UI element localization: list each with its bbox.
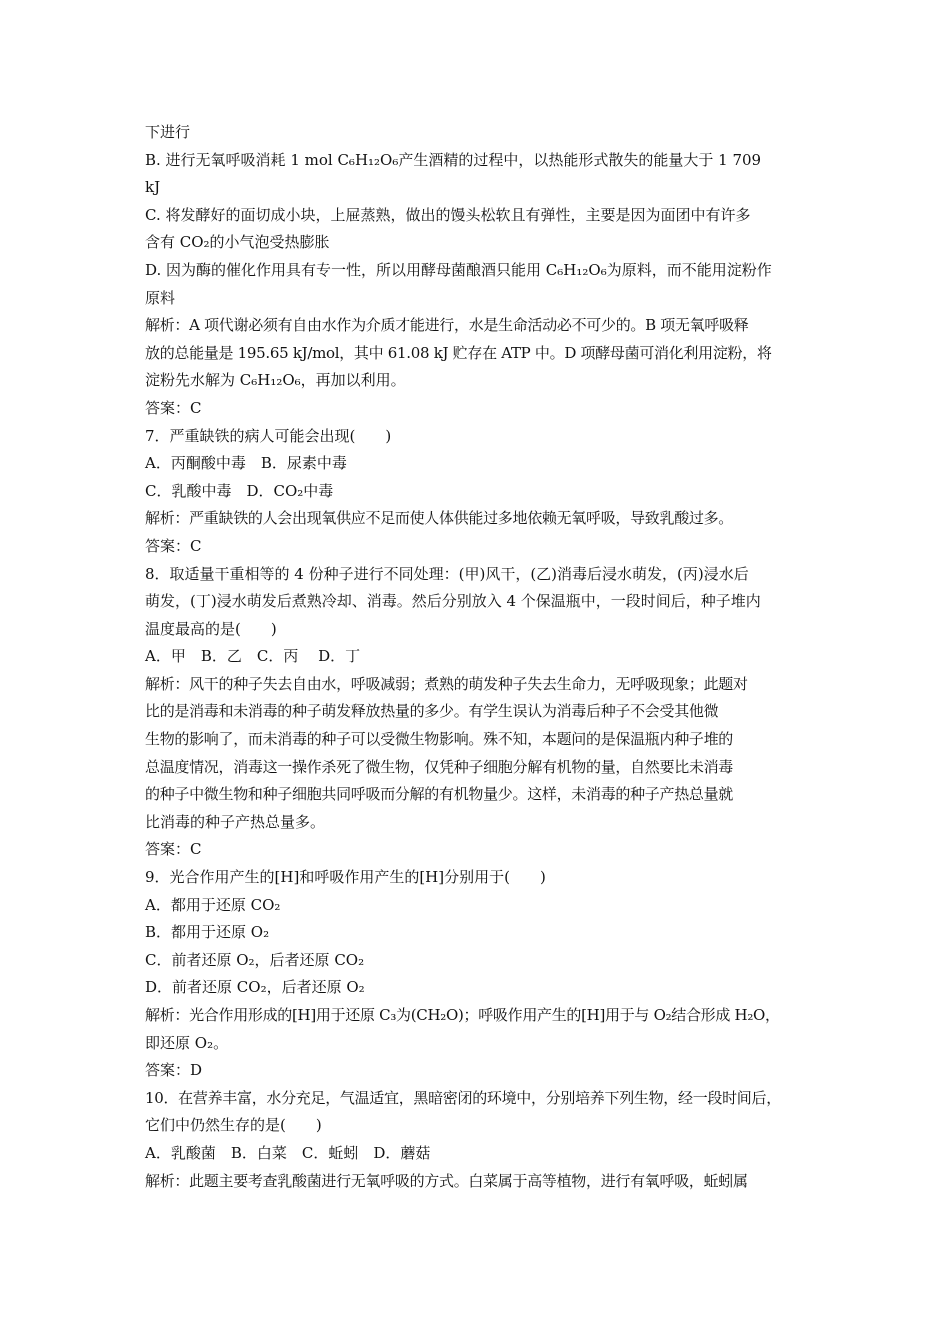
question-line: 温度最高的是( ) <box>145 619 277 638</box>
text-line: 比消毒的种子产热总量多。 <box>145 812 326 831</box>
document-body <box>145 119 815 1195</box>
text-line: 原料 <box>145 288 176 307</box>
question-line: 7．严重缺铁的病人可能会出现( ) <box>145 426 392 445</box>
answer-line: 答案：D <box>145 1061 203 1080</box>
question-line: 10．在营养丰富，水分充足，气温适宜，黑暗密闭的环境中，分别培养下列生物，经一段时间后， <box>145 1088 781 1107</box>
question-line: 8．取适量干重相等的 4 份种子进行不同处理：(甲)风干，(乙)消毒后浸水萌发，(丙)浸水后 <box>145 564 749 583</box>
text-line: 解析：光合作用形成的[H]用于还原 C₃为(CH₂O)；呼吸作用产生的[H]用于与 O₂结合形成 H₂O， <box>145 1006 780 1024</box>
text-line: 的种子中微生物和种子细胞共同呼吸而分解的有机物量少。这样，未消毒的种子产热总量就 <box>145 785 734 804</box>
option-line: A．甲 B．乙 C．丙 D．丁 <box>145 647 361 666</box>
text-line: B. 进行无氧呼吸消耗 1 mol C₆H₁₂O₆产生酒精的过程中，以热能形式散失的能量大于 1 709 <box>145 150 762 169</box>
text-line: 解析：A 项代谢必须有自由水作为介质才能进行，水是生命活动必不可少的。B 项无氧呼吸释 <box>145 316 749 335</box>
text-line: 解析：风干的种子失去自由水，呼吸减弱；煮熟的萌发种子失去生命力，无呼吸现象；此题对 <box>145 674 748 693</box>
option-line: A．乳酸菌 B．白菜 C．蚯蚓 D．蘑菇 <box>145 1143 431 1162</box>
answer-line: 答案：C <box>145 536 202 555</box>
text-line: 生物的影响了，而未消毒的种子可以受微生物影响。殊不知，本题问的是保温瓶内种子堆的 <box>145 730 734 749</box>
text-line: 下进行 <box>145 123 191 141</box>
question-line: 9．光合作用产生的[H]和呼吸作用产生的[H]分别用于( ) <box>145 868 546 887</box>
text-line: 淀粉先水解为 C₆H₁₂O₆，再加以利用。 <box>145 371 406 390</box>
question-line: 萌发，(丁)浸水萌发后煮熟冷却、消毒。然后分别放入 4 个保温瓶中，一段时间后，种子堆内 <box>145 592 761 611</box>
text-line: 解析：此题主要考查乳酸菌进行无氧呼吸的方式。白菜属于高等植物，进行有氧呼吸，蚯蚓属 <box>145 1171 748 1190</box>
text-line: 含有 CO₂的小气泡受热膨胀 <box>145 233 330 252</box>
text-line: 放的总能量是 195.65 kJ/mol，其中 61.08 kJ 贮存在 ATP 中。D 项酵母菌可消化利用淀粉，将 <box>145 343 772 362</box>
text-line: kJ <box>145 178 161 197</box>
option-line: B．都用于还原 O₂ <box>145 923 270 942</box>
option-line: A．都用于还原 CO₂ <box>145 895 281 914</box>
option-line: D．前者还原 CO₂，后者还原 O₂ <box>145 978 365 997</box>
question-line: 它们中仍然生存的是( ) <box>145 1116 322 1135</box>
option-line: C．乳酸中毒 D．CO₂中毒 <box>145 481 334 500</box>
text-line: C. 将发酵好的面切成小块，上屉蒸熟，做出的馒头松软且有弹性，主要是因为面团中有许多 <box>145 205 751 224</box>
option-line: A．丙酮酸中毒 B．尿素中毒 <box>145 454 347 473</box>
text-line: D. 因为酶的催化作用具有专一性，所以用酵母菌酿酒只能用 C₆H₁₂O₆为原料，而不能用淀粉作 <box>145 260 772 279</box>
text-line: 解析：严重缺铁的人会出现氧供应不足而使人体供能过多地依赖无氧呼吸，导致乳酸过多。 <box>145 509 734 528</box>
answer-line: 答案：C <box>145 398 202 417</box>
text-line: 即还原 O₂。 <box>145 1033 229 1052</box>
text-line: 总温度情况，消毒这一操作杀死了微生物，仅凭种子细胞分解有机物的量，自然要比未消毒 <box>145 757 734 776</box>
text-line: 比的是消毒和未消毒的种子萌发释放热量的多少。有学生误认为消毒后种子不会受其他微 <box>145 702 719 721</box>
option-line: C．前者还原 O₂，后者还原 CO₂ <box>145 950 365 969</box>
answer-line: 答案：C <box>145 840 202 859</box>
